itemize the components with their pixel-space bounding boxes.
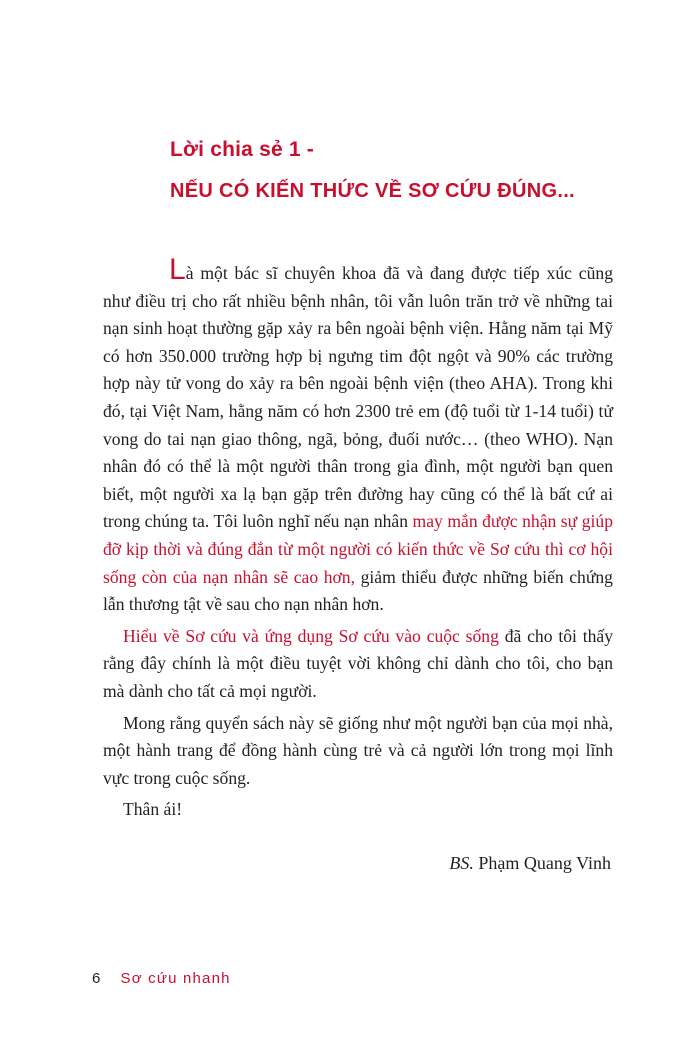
book-title: Sơ cứu nhanh xyxy=(120,970,231,987)
author-name: Phạm Quang Vinh xyxy=(473,853,611,873)
paragraph-2-text: đã cho tôi thấy rằng đây chính là một điều tuyệt vời không chỉ dành cho tôi, cho bạn mà dành cho tất cả mọi người. xyxy=(103,625,613,701)
drop-cap: L xyxy=(169,253,186,286)
paragraph-4: Thân ái! xyxy=(123,799,183,820)
body-text xyxy=(103,253,613,824)
paragraph-1-highlight: may mắn được nhận sự giúp đỡ kịp thời và đúng đắn từ một người có kiến thức về Sơ cứu thì cơ hội sống còn của nạn nhân sẽ cao hơn, xyxy=(103,511,613,587)
paragraph-2 xyxy=(103,623,613,706)
author-signature xyxy=(449,853,611,874)
paragraph-2-highlight: Hiểu về Sơ cứu và ứng dụng Sơ cứu vào cuộc sống xyxy=(123,625,499,646)
paragraph-1 xyxy=(103,253,613,619)
page-footer xyxy=(92,970,231,987)
paragraph-1-text-b: giảm thiểu được những biến chứng lẫn thương tật về sau cho nạn nhân hơn. xyxy=(103,566,613,615)
section-title: NẾU CÓ KIẾN THỨC VỀ SƠ CỨU ĐÚNG... xyxy=(170,180,575,202)
paragraph-3: Mong rằng quyển sách này sẽ giống như một người bạn của mọi nhà, một hành trang để đồng hành cùng trẻ và cả người lớn trong mọi lĩnh vực trong cuộc sống. xyxy=(103,712,613,788)
page-number: 6 xyxy=(92,970,101,987)
author-title: BS. xyxy=(449,853,474,873)
section-label: Lời chia sẻ 1 - xyxy=(170,138,314,161)
paragraph-1-text-a: à một bác sĩ chuyên khoa đã và đang được tiếp xúc cũng như điều trị cho rất nhiều bệnh nhân, tôi vẫn luôn trăn trở về những tai nạn sinh hoạt thường gặp xảy ra bên ngoài bệnh viện. Hằng năm tại Mỹ có hơn 350.000 trường hợp bị ngưng tim đột ngột và 90% các trường hợp này tử vong do xảy ra bên ngoài bệnh viện (theo AHA). Trong khi đó, tại Việt Nam, hằng năm có hơn 2300 trẻ em (độ tuổi từ 1-14 tuổi) tử vong do tai nạn giao thông, ngã, bỏng, đuối nước… (theo WHO). Nạn nhân đó có thể là một người thân trong gia đình, một người bạn quen biết, một người xa lạ bạn gặp trên đường hay cũng có thể là bất cứ ai trong chúng ta. Tôi luôn nghĩ nếu nạn nhân xyxy=(103,263,613,532)
